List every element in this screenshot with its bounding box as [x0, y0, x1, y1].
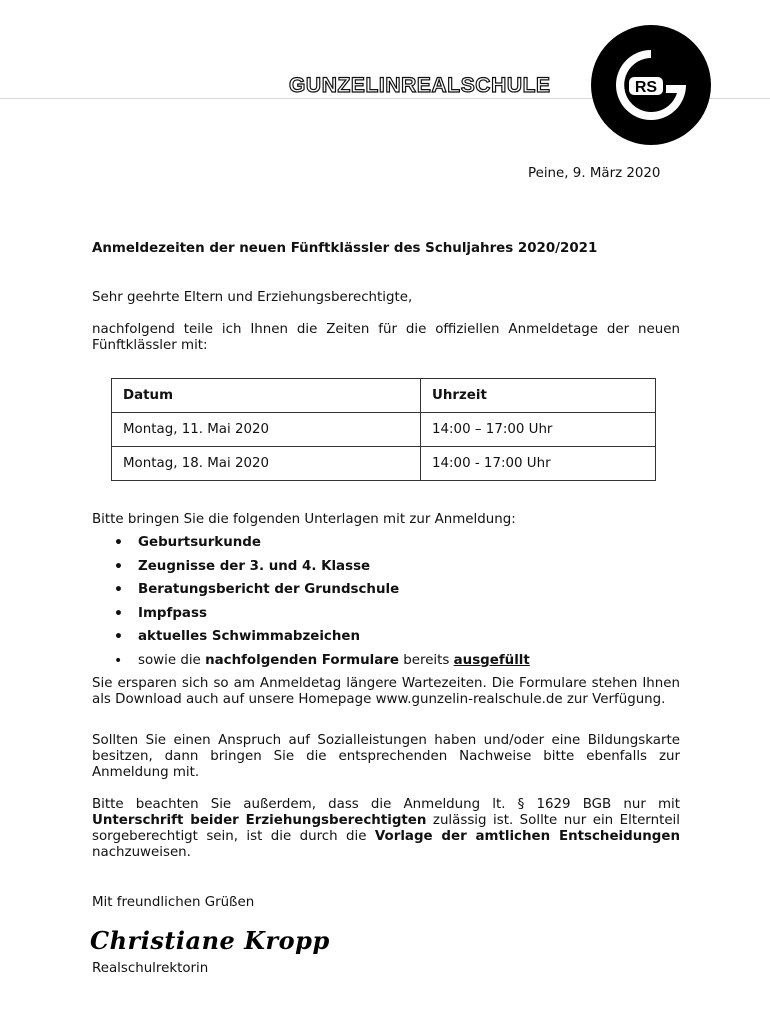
filled-emphasis: ausgefüllt: [453, 652, 530, 668]
list-item: [92, 534, 530, 558]
bullet-icon: •: [114, 652, 123, 669]
list-item: [92, 558, 530, 582]
logo-text: RS: [634, 79, 658, 96]
download-paragraph: Sie ersparen sich so am Anmeldetag längere Wartezeiten. Die Formulare stehen Ihnen als Download auch auf unsere Homepage www.gunzelin-realschule.de zur Verfügung.: [92, 676, 680, 707]
custody-emphasis: Vorlage der amtlichen Entscheidungen: [374, 829, 680, 844]
salutation: Sehr geehrte Eltern und Erziehungsberechtigte,: [92, 290, 413, 305]
bullet-icon: •: [114, 629, 123, 646]
custody-emphasis: Unterschrift beider Erziehungsberechtigten: [92, 813, 427, 828]
document-text: sowie die: [138, 652, 206, 668]
table-row: [112, 447, 656, 481]
signature: Christiane Kropp: [90, 926, 330, 955]
list-item: [92, 628, 530, 652]
letter-date: Peine, 9. März 2020: [528, 166, 661, 181]
document-label: aktuelles Schwimmabzeichen: [138, 629, 361, 645]
custody-text: zulässig ist. Sollte nur ein Elternteil sorgeberechtigt sein, ist die durch die: [92, 813, 680, 844]
documents-intro: Bitte bringen Sie die folgenden Unterlagen mit zur Anmeldung:: [92, 512, 516, 527]
letter-subject: Anmeldezeiten der neuen Fünftklässler des Schuljahres 2020/2021: [92, 241, 598, 256]
document-text: bereits: [398, 652, 454, 668]
registration-times-table: [111, 378, 656, 481]
list-item: [92, 605, 530, 629]
document-label: Impfpass: [138, 605, 207, 621]
table-cell-date: Montag, 11. Mai 2020: [112, 413, 421, 447]
table-row: [112, 413, 656, 447]
school-name-text: GUNZELINREALSCHULE: [289, 74, 551, 97]
school-name-logo: [289, 72, 565, 100]
bullet-icon: •: [114, 558, 123, 575]
school-logo: [588, 22, 714, 148]
custody-text: Bitte beachten Sie außerdem, dass die Anmeldung lt. § 1629 BGB nur mit: [92, 797, 680, 812]
forms-emphasis: nachfolgenden Formulare: [205, 652, 399, 668]
table-cell-date: Montag, 18. Mai 2020: [112, 447, 421, 481]
document-label: Beratungsbericht der Grundschule: [138, 582, 400, 598]
table-cell-time: 14:00 – 17:00 Uhr: [421, 413, 656, 447]
document-label: Zeugnisse der 3. und 4. Klasse: [138, 558, 371, 574]
table-cell-time: 14:00 - 17:00 Uhr: [421, 447, 656, 481]
bullet-icon: •: [114, 535, 123, 551]
bullet-icon: •: [114, 582, 123, 599]
documents-list: [92, 534, 530, 676]
intro-paragraph: nachfolgend teile ich Ihnen die Zeiten für die offiziellen Anmeldetage der neuen Fünftklässler mit:: [92, 322, 680, 353]
custody-text: nachzuweisen.: [92, 845, 191, 860]
social-benefits-paragraph: Sollten Sie einen Anspruch auf Sozialleistungen haben und/oder eine Bildungskarte besitzen, dann bringen Sie die entsprechenden Nachweise bitte ebenfalls zur Anmeldung mit.: [92, 733, 680, 780]
table-header-date: Datum: [112, 379, 421, 413]
signer-role: Realschulrektorin: [92, 961, 209, 976]
document-label: Geburtsurkunde: [138, 535, 261, 550]
list-item: [92, 581, 530, 605]
custody-paragraph: [92, 797, 680, 861]
bullet-icon: •: [114, 605, 123, 622]
list-item: [92, 652, 530, 676]
table-header-row: [112, 379, 656, 413]
closing: Mit freundlichen Grüßen: [92, 895, 255, 910]
table-header-time: Uhrzeit: [421, 379, 656, 413]
